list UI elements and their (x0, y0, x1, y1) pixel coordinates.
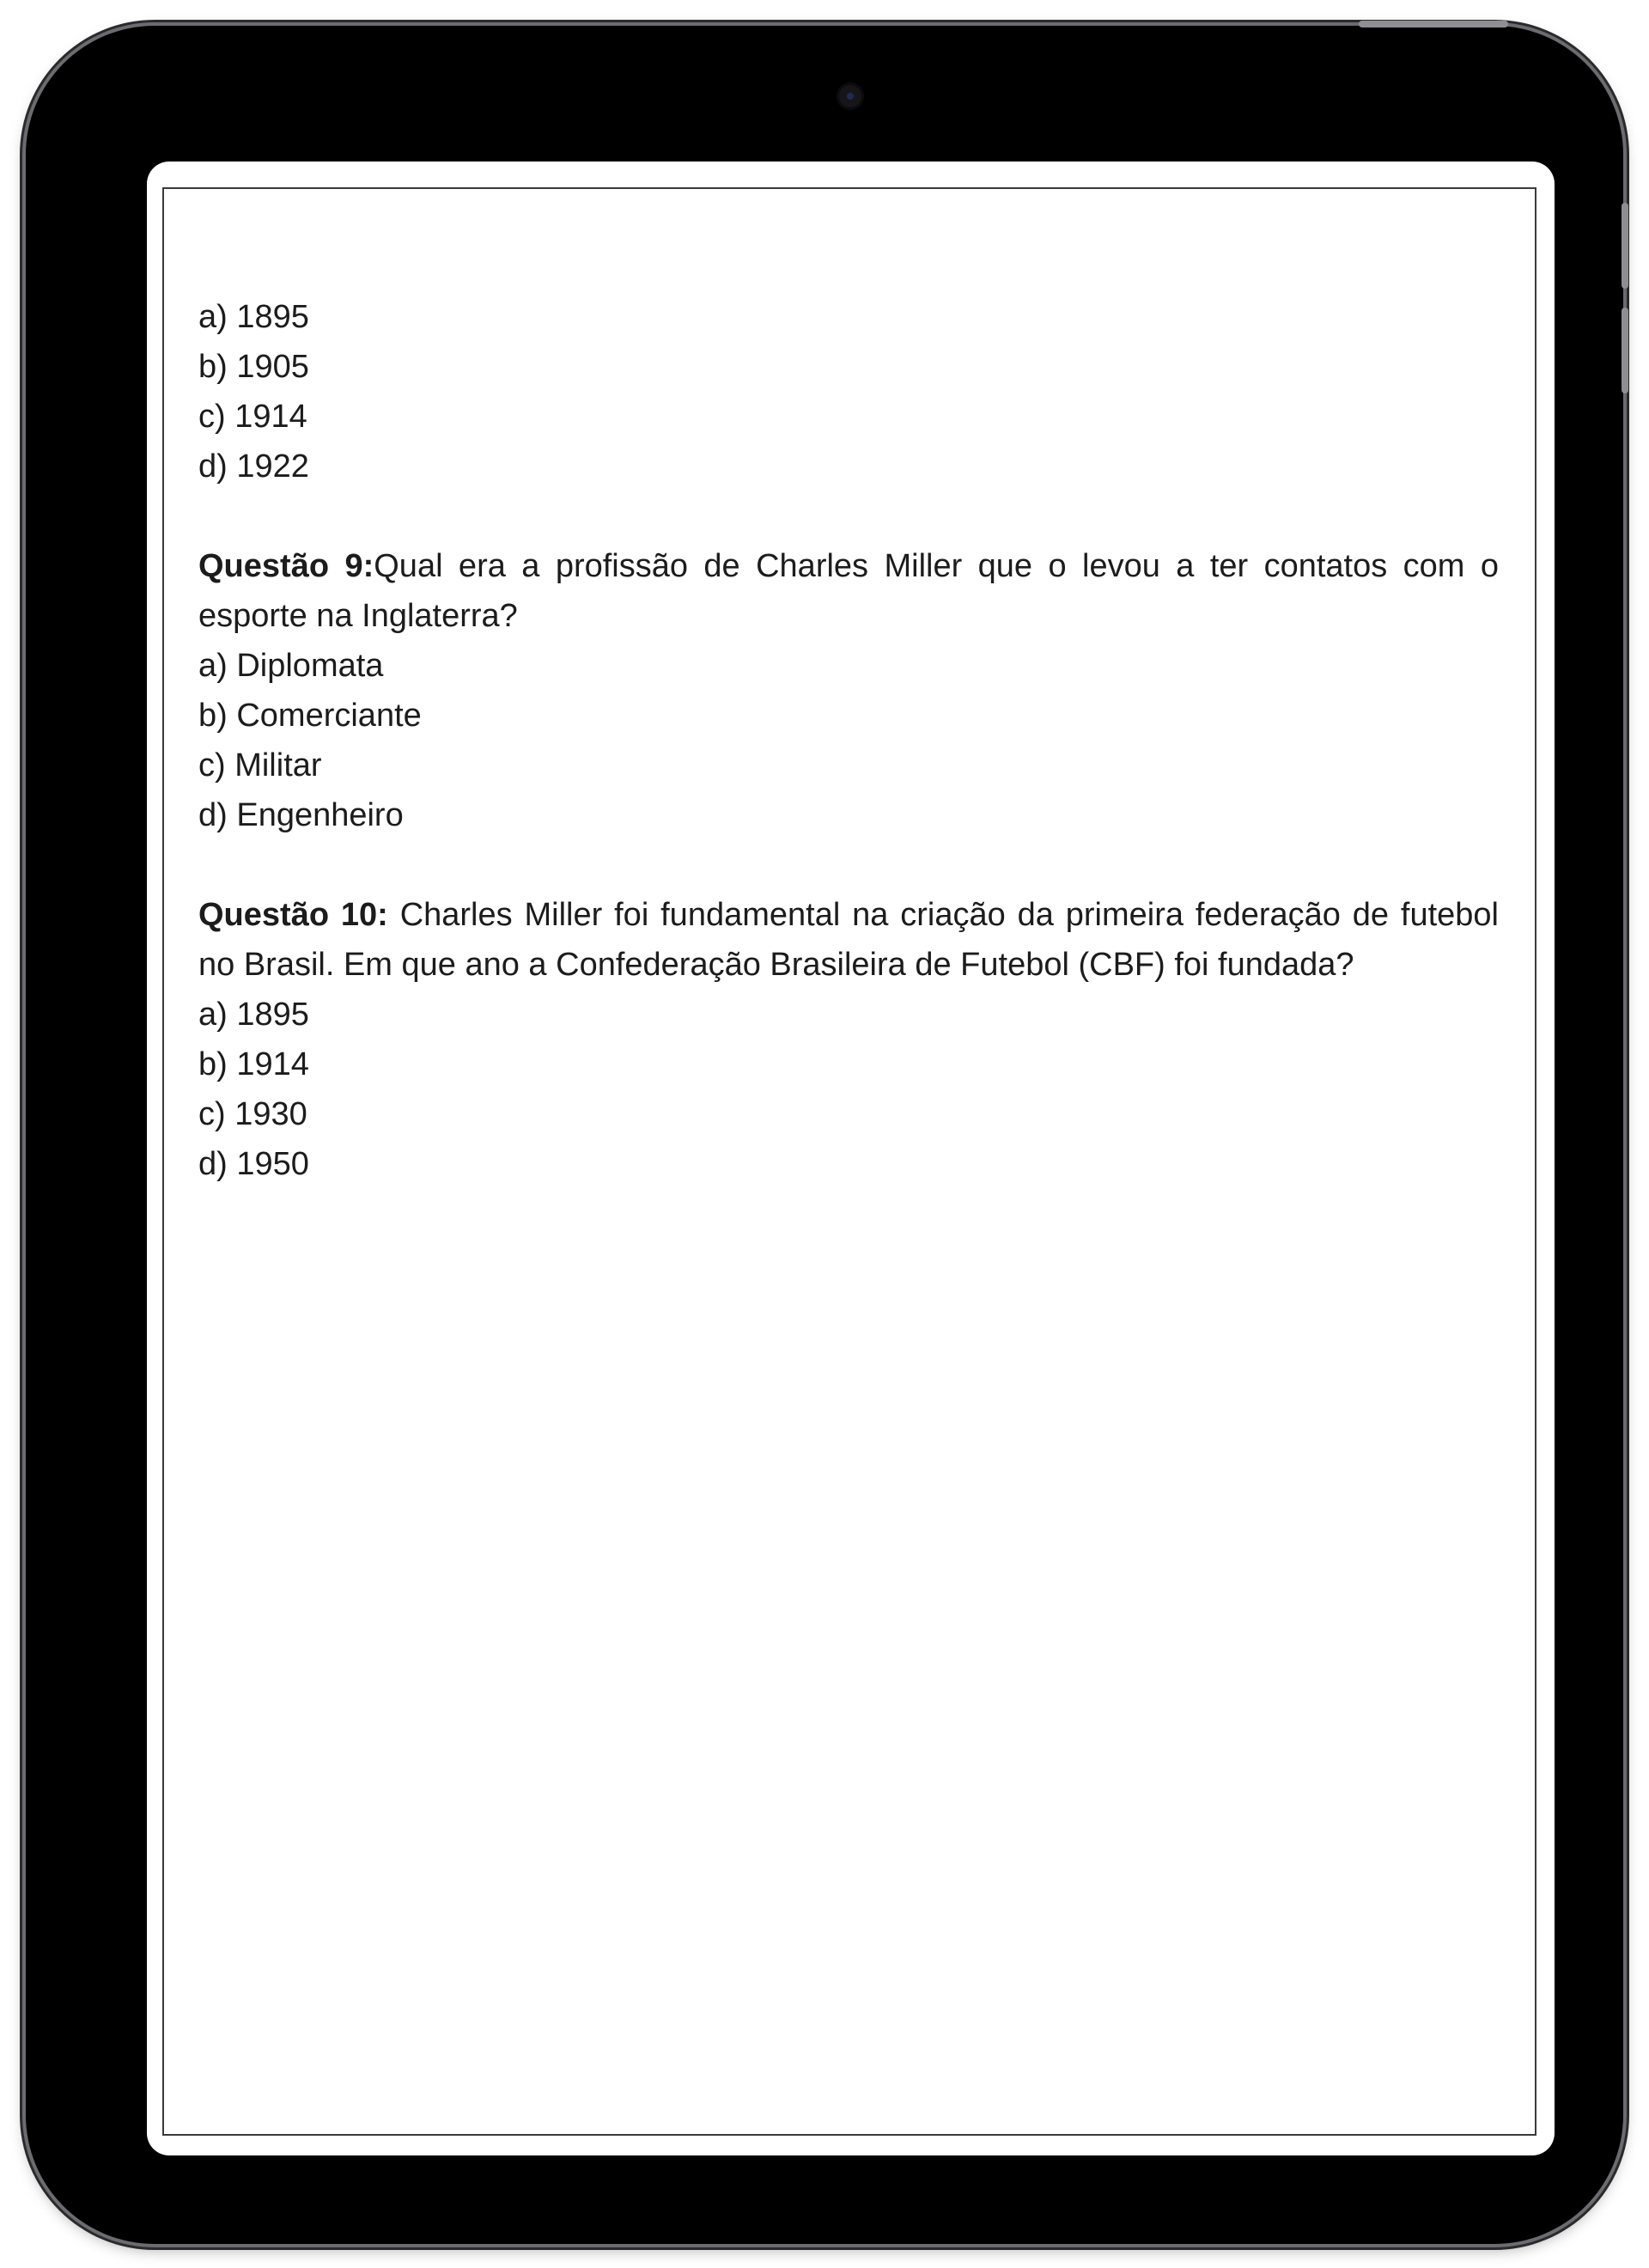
question-9-label: Questão 9: (198, 548, 374, 584)
question-9-option-c: c) Militar (198, 747, 322, 783)
question-10-options (198, 990, 1499, 1189)
question-10-option-c: c) 1930 (198, 1096, 307, 1132)
question-9-options (198, 641, 1499, 840)
question-9 (198, 541, 1499, 641)
question-8-option-a: a) 1895 (198, 299, 309, 335)
question-8-option-b: b) 1905 (198, 349, 309, 385)
question-9-option-d: d) Engenheiro (198, 797, 404, 833)
question-10-label: Questão 10: (198, 897, 388, 933)
question-8-options (198, 292, 1499, 491)
question-8-option-c: c) 1914 (198, 399, 307, 435)
tablet-screen (147, 162, 1555, 2155)
question-10-text: Charles Miller foi fundamental na criação da primeira federação de futebol no Brasil. Em que ano a Confederação Brasileira de Futebol (CBF) foi fundada? (198, 897, 1499, 983)
question-9-option-a: a) Diplomata (198, 648, 384, 684)
document-content (198, 292, 1499, 1189)
question-10-option-b: b) 1914 (198, 1046, 309, 1082)
top-power-button (1359, 21, 1508, 27)
question-9-text: Qual era a profissão de Charles Miller que o levou a ter contatos com o esporte na Inglaterra? (198, 548, 1499, 634)
front-camera (837, 82, 864, 110)
question-10 (198, 890, 1499, 990)
question-9-option-b: b) Comerciante (198, 698, 422, 734)
volume-down-button (1622, 308, 1628, 393)
volume-up-button (1622, 203, 1628, 289)
tablet-frame (26, 26, 1623, 2244)
question-10-option-a: a) 1895 (198, 997, 309, 1033)
question-10-option-d: d) 1950 (198, 1146, 309, 1182)
question-8-option-d: d) 1922 (198, 448, 309, 485)
